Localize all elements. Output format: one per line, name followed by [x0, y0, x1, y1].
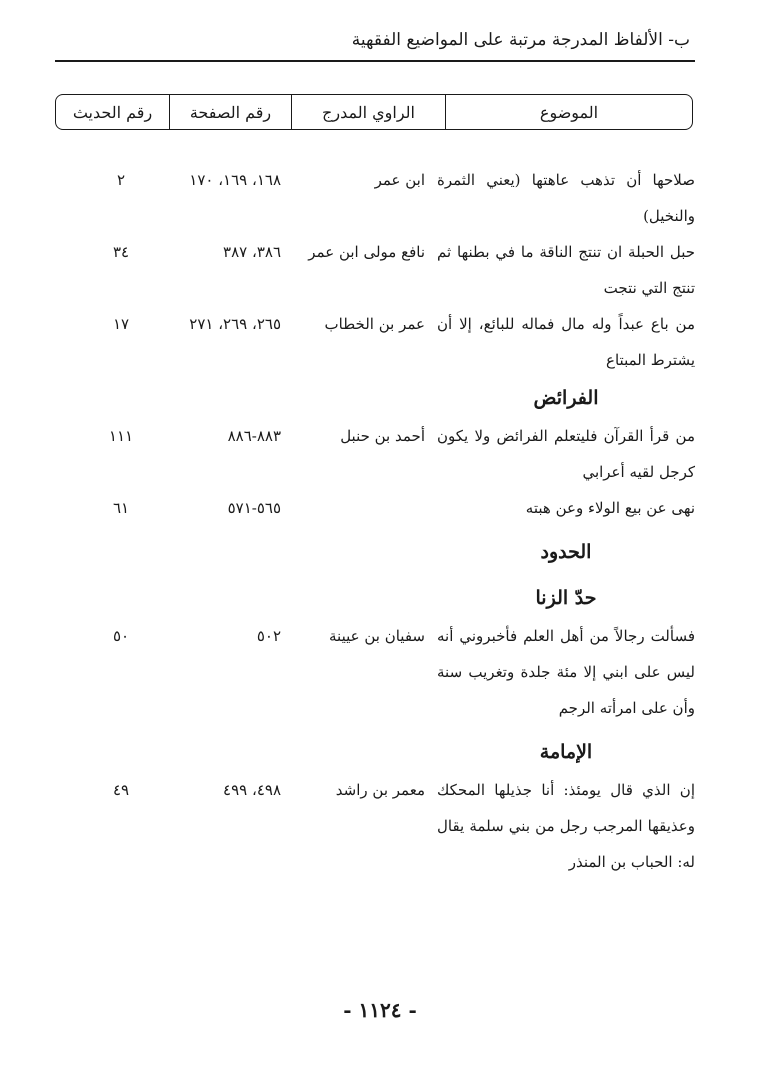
entry-narrator: سفيان بن عيينة — [329, 627, 425, 645]
entry-hadith: ٦١ — [112, 499, 130, 517]
entry-topic: صلاحها أن تذهب عاهتها (يعني الثمرة والنخيل) — [437, 171, 695, 225]
running-head: ب- الألفاظ المدرجة مرتبة على المواضيع الفقهية — [351, 30, 690, 50]
entry-hadith: ١٧ — [112, 315, 130, 333]
index-entry — [55, 490, 695, 526]
column-header — [55, 94, 693, 130]
entry-page: ٨٨٣-٨٨٦ — [227, 427, 281, 445]
spacer — [55, 726, 695, 732]
spacer — [55, 526, 695, 532]
entry-topic: إن الذي قال يومئذ: أنا جذيلها المحكك وعذيقها المرجب رجل من بني سلمة يقال له: الحباب بن المنذر — [437, 781, 695, 871]
entry-page: ٥٠٢ — [256, 627, 281, 645]
entry-page: ٢٦٥، ٢٦٩، ٢٧١ — [189, 315, 281, 333]
column-hadith: رقم الحديث — [72, 102, 153, 122]
entry-narrator: ابن عمر — [374, 171, 425, 189]
entry-narrator — [287, 490, 437, 526]
entry-hadith: ٢ — [116, 171, 126, 189]
section-subheading-zina: حدّ الزنا — [535, 587, 597, 609]
entry-hadith: ٥٠ — [112, 627, 130, 645]
entry-narrator: عمر بن الخطاب — [324, 315, 425, 333]
page-number: - ١١٢٤ - — [343, 998, 417, 1022]
index-entry — [55, 162, 695, 234]
entry-hadith: ١١١ — [108, 427, 134, 445]
entry-topic: فسألت رجالاً من أهل العلم فأخبروني أنه ليس على ابني إلا مئة جلدة وتغريب سنة وأن على امرأته الرجم — [437, 627, 695, 717]
entry-narrator: نافع مولى ابن عمر — [308, 243, 425, 261]
index-entry — [55, 618, 695, 726]
entry-topic: من باع عبداً وله مال فماله للبائع، إلا أن يشترط المبتاع — [437, 315, 695, 369]
column-topic: الموضوع — [445, 95, 692, 129]
entry-topic: حبل الحبلة ان تنتج الناقة ما في بطنها ثم تنتج التي نتجت — [437, 243, 695, 297]
entry-page: ٤٩٨، ٤٩٩ — [223, 781, 281, 799]
entry-page: ١٦٨، ١٦٩، ١٧٠ — [189, 171, 281, 189]
entry-topic: نهى عن بيع الولاء وعن هبته — [525, 499, 695, 517]
entry-page: ٥٦٥-٥٧١ — [227, 499, 281, 517]
entry-narrator: أحمد بن حنبل — [340, 427, 425, 445]
index-entry — [55, 306, 695, 378]
section-heading-hudud: الحدود — [540, 541, 592, 563]
column-page: رقم الصفحة — [169, 95, 291, 129]
entry-page: ٣٨٦، ٣٨٧ — [223, 243, 281, 261]
entry-narrator: معمر بن راشد — [335, 781, 425, 799]
index-entry — [55, 234, 695, 306]
index-entry — [55, 772, 695, 880]
entry-hadith: ٤٩ — [112, 781, 130, 799]
section-heading-faraid: الفرائض — [533, 387, 599, 409]
section-heading-imama: الإمامة — [539, 741, 593, 763]
entry-topic: من قرأ القرآن فليتعلم الفرائض ولا يكون كرجل لقيه أعرابي — [437, 427, 695, 481]
index-entry — [55, 418, 695, 490]
column-narrator: الراوي المدرج — [291, 95, 445, 129]
index-table — [55, 162, 695, 880]
header-rule — [55, 60, 695, 62]
entry-hadith: ٣٤ — [112, 243, 130, 261]
spacer — [55, 572, 695, 578]
